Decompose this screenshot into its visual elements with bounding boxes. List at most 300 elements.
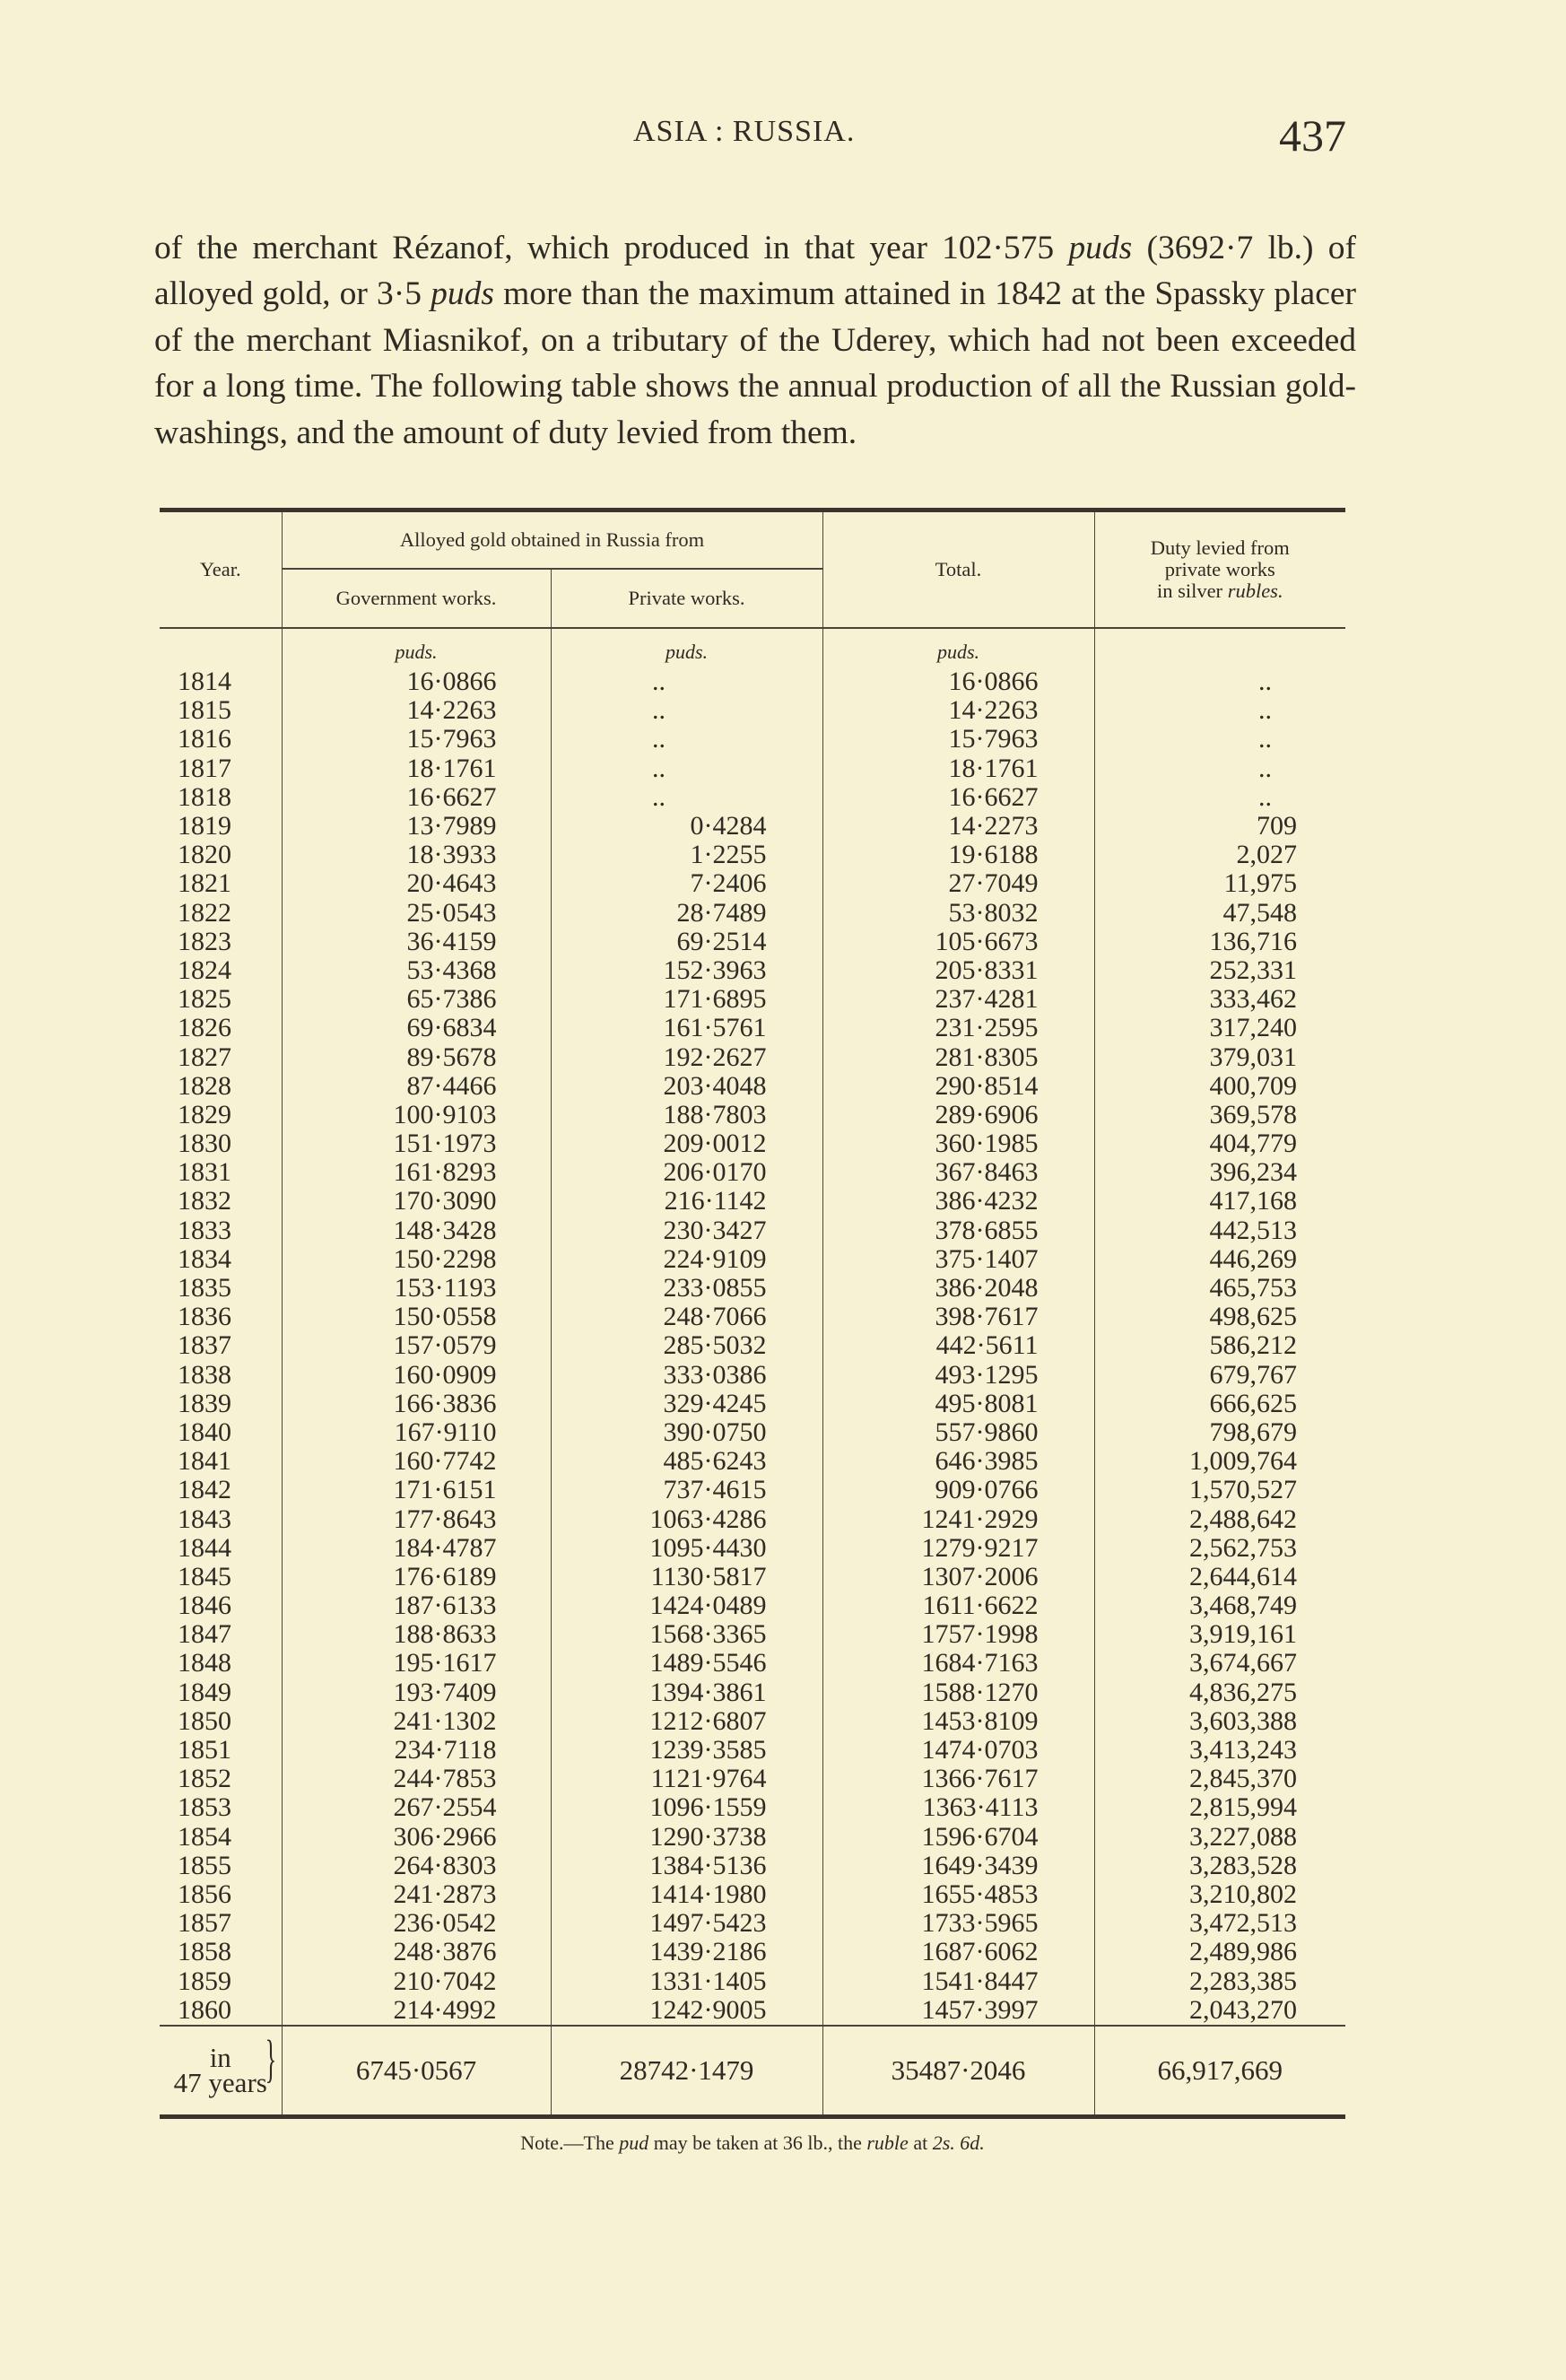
- cell-total: 1241·2929: [822, 1504, 1094, 1533]
- cell-year: 1817: [178, 753, 231, 783]
- table-row: [160, 1996, 1345, 2026]
- cell-total: 289·6906: [822, 1101, 1094, 1129]
- note-italic: ruble: [866, 2131, 909, 2154]
- cell-government: 89·5678: [282, 1042, 551, 1071]
- cell-duty: 3,210,802: [1094, 1880, 1345, 1909]
- cell-duty: 3,603,388: [1094, 1707, 1345, 1736]
- cell-year: 1838: [178, 1359, 231, 1390]
- cell-duty: 1,570,527: [1094, 1476, 1345, 1504]
- cell-private: 1439·2186: [551, 1938, 822, 1966]
- cell-government: 193·7409: [282, 1678, 551, 1707]
- cell-private: 69·2514: [551, 928, 822, 956]
- cell-private: 188·7803: [551, 1101, 822, 1129]
- cell-private: 1063·4286: [551, 1504, 822, 1533]
- table-row: [160, 1274, 1345, 1303]
- cell-duty: 11,975: [1094, 869, 1345, 898]
- running-head-title: ASIA : RUSSIA.: [633, 115, 856, 148]
- cell-private: 203·4048: [551, 1072, 822, 1101]
- cell-total: 16·6627: [822, 783, 1094, 812]
- cell-year: 1820: [178, 840, 231, 870]
- cell-year: 1837: [178, 1330, 231, 1361]
- table-row: [160, 1736, 1345, 1765]
- cell-government: 248·3876: [282, 1938, 551, 1966]
- cell-total: 442·5611: [822, 1331, 1094, 1360]
- cell-total: 18·1761: [822, 754, 1094, 783]
- cell-government: 241·1302: [282, 1707, 551, 1736]
- cell-duty: 442,513: [1094, 1216, 1345, 1245]
- summary-label-line: 47 years: [173, 2066, 267, 2098]
- cell-total: 19·6188: [822, 841, 1094, 869]
- cell-government: 150·0558: [282, 1303, 551, 1331]
- cell-year: 1858: [178, 1937, 231, 1967]
- cell-year: 1818: [178, 781, 231, 812]
- table-bottom-rule: [160, 2114, 1345, 2119]
- cell-total: 27·7049: [822, 869, 1094, 898]
- table-row: [160, 985, 1345, 1014]
- cell-year: 1825: [178, 984, 231, 1015]
- table-row: [160, 956, 1345, 985]
- cell-government: 188·8633: [282, 1620, 551, 1649]
- cell-year: 1831: [178, 1157, 231, 1188]
- cell-total: 386·2048: [822, 1274, 1094, 1303]
- cell-private: 1414·1980: [551, 1880, 822, 1909]
- cell-total: 14·2263: [822, 696, 1094, 725]
- cell-duty: 498,625: [1094, 1303, 1345, 1331]
- table-row: [160, 1563, 1345, 1591]
- cell-year: 1844: [178, 1532, 231, 1563]
- cell-total: 1611·6622: [822, 1591, 1094, 1620]
- cell-private: 1384·5136: [551, 1852, 822, 1880]
- note-text: Note.—The: [520, 2131, 620, 2154]
- cell-total: 1588·1270: [822, 1678, 1094, 1707]
- cell-private: ..: [551, 725, 822, 754]
- cell-total: 495·8081: [822, 1390, 1094, 1418]
- cell-duty: 252,331: [1094, 956, 1345, 985]
- cell-total: 398·7617: [822, 1303, 1094, 1331]
- cell-private: 1331·1405: [551, 1966, 822, 1995]
- cell-year: 1828: [178, 1070, 231, 1101]
- table-row: [160, 1245, 1345, 1274]
- cell-duty: 446,269: [1094, 1245, 1345, 1274]
- table-row: [160, 1938, 1345, 1966]
- cell-year: 1836: [178, 1302, 231, 1332]
- cell-year: 1849: [178, 1677, 231, 1707]
- cell-government: 16·6627: [282, 783, 551, 812]
- summary-row: [160, 2027, 1345, 2114]
- cell-private: 1121·9764: [551, 1765, 822, 1793]
- cell-government: 234·7118: [282, 1736, 551, 1765]
- table-row: [160, 1014, 1345, 1042]
- unit-government: puds.: [282, 629, 551, 667]
- cell-duty: 2,562,753: [1094, 1534, 1345, 1563]
- cell-duty: 798,679: [1094, 1418, 1345, 1447]
- header-private-works: Private works.: [551, 569, 822, 628]
- cell-duty: 709: [1094, 812, 1345, 841]
- cell-duty: 3,413,243: [1094, 1736, 1345, 1765]
- cell-government: 148·3428: [282, 1216, 551, 1245]
- cell-private: ..: [551, 783, 822, 812]
- cell-year: 1829: [178, 1099, 231, 1129]
- cell-total: 386·4232: [822, 1187, 1094, 1216]
- cell-total: 15·7963: [822, 725, 1094, 754]
- table-row: [160, 696, 1345, 725]
- cell-duty: 3,919,161: [1094, 1620, 1345, 1649]
- cell-government: 18·1761: [282, 754, 551, 783]
- page-number: 437: [1279, 110, 1346, 161]
- cell-government: 65·7386: [282, 985, 551, 1014]
- cell-year: 1846: [178, 1591, 231, 1621]
- cell-total: 1733·5965: [822, 1909, 1094, 1938]
- cell-private: 233·0855: [551, 1274, 822, 1303]
- cell-total: 1279·9217: [822, 1534, 1094, 1563]
- cell-duty: 2,043,270: [1094, 1996, 1345, 2026]
- cell-private: 7·2406: [551, 869, 822, 898]
- cell-year: 1845: [178, 1561, 231, 1591]
- table-row: [160, 1765, 1345, 1793]
- cell-duty: 1,009,764: [1094, 1447, 1345, 1476]
- cell-private: 248·7066: [551, 1303, 822, 1331]
- cell-government: 214·4992: [282, 1996, 551, 2026]
- cell-private: 1568·3365: [551, 1620, 822, 1649]
- header-duty-line: private works: [1164, 558, 1275, 580]
- table-body: [160, 667, 1345, 2026]
- cell-private: 1239·3585: [551, 1736, 822, 1765]
- table-row: [160, 1823, 1345, 1852]
- table-row: [160, 1909, 1345, 1938]
- cell-year: 1855: [178, 1850, 231, 1880]
- table-row: [160, 812, 1345, 841]
- cell-total: 378·6855: [822, 1216, 1094, 1245]
- cell-duty: 2,283,385: [1094, 1966, 1345, 1995]
- cell-government: 15·7963: [282, 725, 551, 754]
- cell-duty: ..: [1094, 725, 1345, 754]
- table-row: [160, 1793, 1345, 1822]
- cell-total: 14·2273: [822, 812, 1094, 841]
- cell-total: 16·0866: [822, 667, 1094, 696]
- cell-duty: 400,709: [1094, 1072, 1345, 1101]
- cell-year: 1841: [178, 1446, 231, 1477]
- table-row: [160, 841, 1345, 869]
- table-row: [160, 1072, 1345, 1101]
- cell-government: 87·4466: [282, 1072, 551, 1101]
- table-row: [160, 754, 1345, 783]
- cell-government: 150·2298: [282, 1245, 551, 1274]
- table-row: [160, 667, 1345, 696]
- note-text: at: [908, 2131, 933, 2154]
- header-total: Total.: [822, 512, 1094, 628]
- table-row: [160, 1187, 1345, 1216]
- gold-production-table-block: [160, 508, 1345, 2155]
- cell-duty: ..: [1094, 783, 1345, 812]
- cell-private: 329·4245: [551, 1390, 822, 1418]
- cell-private: 737·4615: [551, 1476, 822, 1504]
- table-row: [160, 725, 1345, 754]
- cell-private: 1394·3861: [551, 1678, 822, 1707]
- table-row: [160, 1707, 1345, 1736]
- cell-duty: 2,488,642: [1094, 1504, 1345, 1533]
- body-paragraph: [154, 225, 1356, 457]
- cell-year: 1835: [178, 1273, 231, 1303]
- cell-year: 1850: [178, 1705, 231, 1736]
- cell-government: 100·9103: [282, 1101, 551, 1129]
- cell-year: 1822: [178, 897, 231, 928]
- cell-private: 152·3963: [551, 956, 822, 985]
- cell-year: 1852: [178, 1764, 231, 1794]
- cell-year: 1839: [178, 1388, 231, 1418]
- cell-private: 285·5032: [551, 1331, 822, 1360]
- cell-total: 1687·6062: [822, 1938, 1094, 1966]
- cell-government: 160·0909: [282, 1361, 551, 1390]
- cell-government: 16·0866: [282, 667, 551, 696]
- table-row: [160, 1880, 1345, 1909]
- cell-year: 1859: [178, 1966, 231, 1996]
- cell-total: 909·0766: [822, 1476, 1094, 1504]
- header-duty-line: Duty levied from: [1150, 536, 1290, 559]
- table-row: [160, 1678, 1345, 1707]
- cell-duty: ..: [1094, 754, 1345, 783]
- cell-government: 170·3090: [282, 1187, 551, 1216]
- cell-duty: 2,027: [1094, 841, 1345, 869]
- cell-year: 1830: [178, 1129, 231, 1159]
- table-row: [160, 1476, 1345, 1504]
- cell-total: 1655·4853: [822, 1880, 1094, 1909]
- cell-duty: 3,674,667: [1094, 1649, 1345, 1678]
- cell-government: 177·8643: [282, 1504, 551, 1533]
- cell-total: 375·1407: [822, 1245, 1094, 1274]
- cell-total: 290·8514: [822, 1072, 1094, 1101]
- cell-private: 224·9109: [551, 1245, 822, 1274]
- cell-government: 69·6834: [282, 1014, 551, 1042]
- cell-year: 1854: [178, 1821, 231, 1852]
- summary-label: [160, 2027, 282, 2114]
- table-row: [160, 1966, 1345, 1995]
- summary-government: 6745·0567: [282, 2027, 551, 2114]
- cell-duty: 333,462: [1094, 985, 1345, 1014]
- cell-government: 171·6151: [282, 1476, 551, 1504]
- cell-year: 1824: [178, 955, 231, 985]
- cell-total: 557·9860: [822, 1418, 1094, 1447]
- cell-private: 216·1142: [551, 1187, 822, 1216]
- cell-duty: ..: [1094, 696, 1345, 725]
- cell-private: 1095·4430: [551, 1534, 822, 1563]
- cell-private: 206·0170: [551, 1158, 822, 1187]
- cell-government: 36·4159: [282, 928, 551, 956]
- cell-private: 485·6243: [551, 1447, 822, 1476]
- cell-total: 1453·8109: [822, 1707, 1094, 1736]
- cell-private: 333·0386: [551, 1361, 822, 1390]
- cell-total: 281·8305: [822, 1042, 1094, 1071]
- table-row: [160, 1331, 1345, 1360]
- cell-year: 1843: [178, 1504, 231, 1534]
- cell-private: 28·7489: [551, 899, 822, 928]
- cell-duty: 317,240: [1094, 1014, 1345, 1042]
- table-row: [160, 1158, 1345, 1187]
- cell-year: 1819: [178, 811, 231, 841]
- cell-year: 1815: [178, 695, 231, 726]
- cell-government: 157·0579: [282, 1331, 551, 1360]
- unit-total: puds.: [822, 629, 1094, 667]
- cell-duty: 396,234: [1094, 1158, 1345, 1187]
- cell-duty: ..: [1094, 667, 1345, 696]
- paragraph-text: (3692·7 lb.) of alloyed gold, or 3·5: [154, 229, 1356, 313]
- summary-duty: 66,917,669: [1094, 2027, 1345, 2114]
- cell-private: 171·6895: [551, 985, 822, 1014]
- header-duty-text: in silver: [1156, 580, 1228, 602]
- cell-total: 53·8032: [822, 899, 1094, 928]
- cell-private: 1·2255: [551, 841, 822, 869]
- cell-duty: 47,548: [1094, 899, 1345, 928]
- cell-year: 1840: [178, 1417, 231, 1447]
- cell-year: 1847: [178, 1619, 231, 1650]
- header-duty: [1094, 512, 1345, 628]
- cell-private: 209·0012: [551, 1129, 822, 1158]
- cell-total: 1366·7617: [822, 1765, 1094, 1793]
- cell-government: 14·2263: [282, 696, 551, 725]
- cell-government: 176·6189: [282, 1563, 551, 1591]
- cell-total: 237·4281: [822, 985, 1094, 1014]
- cell-private: 1130·5817: [551, 1563, 822, 1591]
- table-row: [160, 1418, 1345, 1447]
- cell-private: 1424·0489: [551, 1591, 822, 1620]
- cell-duty: 2,644,614: [1094, 1563, 1345, 1591]
- cell-government: 25·0543: [282, 899, 551, 928]
- cell-government: 267·2554: [282, 1793, 551, 1822]
- cell-year: 1834: [178, 1243, 231, 1274]
- cell-private: 161·5761: [551, 1014, 822, 1042]
- cell-total: 1457·3997: [822, 1996, 1094, 2026]
- cell-government: 20·4643: [282, 869, 551, 898]
- header-year: Year.: [199, 558, 241, 580]
- cell-year: 1842: [178, 1475, 231, 1505]
- cell-private: ..: [551, 667, 822, 696]
- cell-duty: 2,815,994: [1094, 1793, 1345, 1822]
- cell-government: 210·7042: [282, 1966, 551, 1995]
- header-group-alloyed-gold: Alloyed gold obtained in Russia from: [282, 512, 822, 569]
- cell-duty: 679,767: [1094, 1361, 1345, 1390]
- cell-private: ..: [551, 754, 822, 783]
- table-row: [160, 1534, 1345, 1563]
- cell-government: 236·0542: [282, 1909, 551, 1938]
- summary-label-line: in: [209, 2041, 231, 2073]
- cell-duty: 369,578: [1094, 1101, 1345, 1129]
- cell-duty: 3,472,513: [1094, 1909, 1345, 1938]
- cell-duty: 2,845,370: [1094, 1765, 1345, 1793]
- table-row: [160, 1361, 1345, 1390]
- cell-private: 1290·3738: [551, 1823, 822, 1852]
- brace-icon: }: [265, 2028, 276, 2088]
- cell-year: 1823: [178, 926, 231, 956]
- header-duty-italic: rubles.: [1227, 580, 1283, 602]
- cell-duty: 136,716: [1094, 928, 1345, 956]
- header-government-works: Government works.: [282, 569, 551, 628]
- cell-year: 1816: [178, 724, 231, 754]
- cell-government: 187·6133: [282, 1591, 551, 1620]
- cell-duty: 4,836,275: [1094, 1678, 1345, 1707]
- cell-government: 167·9110: [282, 1418, 551, 1447]
- cell-total: 646·3985: [822, 1447, 1094, 1476]
- cell-duty: 3,468,749: [1094, 1591, 1345, 1620]
- table-row: [160, 1042, 1345, 1071]
- table-row: [160, 1504, 1345, 1533]
- cell-government: 166·3836: [282, 1390, 551, 1418]
- gold-production-table: [160, 512, 1345, 2114]
- table-row: [160, 1303, 1345, 1331]
- cell-year: 1832: [178, 1186, 231, 1216]
- cell-government: 264·8303: [282, 1852, 551, 1880]
- summary-private: 28742·1479: [551, 2027, 822, 2114]
- cell-total: 1649·3439: [822, 1852, 1094, 1880]
- cell-duty: 465,753: [1094, 1274, 1345, 1303]
- cell-private: 230·3427: [551, 1216, 822, 1245]
- cell-total: 1474·0703: [822, 1736, 1094, 1765]
- running-head: [0, 110, 1566, 161]
- cell-year: 1853: [178, 1792, 231, 1823]
- cell-year: 1814: [178, 667, 231, 697]
- cell-year: 1833: [178, 1215, 231, 1245]
- cell-government: 241·2873: [282, 1880, 551, 1909]
- cell-government: 153·1193: [282, 1274, 551, 1303]
- cell-government: 244·7853: [282, 1765, 551, 1793]
- cell-duty: 417,168: [1094, 1187, 1345, 1216]
- cell-private: ..: [551, 696, 822, 725]
- table-row: [160, 899, 1345, 928]
- header-duty-line: [1095, 580, 1346, 602]
- cell-government: 195·1617: [282, 1649, 551, 1678]
- cell-total: 231·2595: [822, 1014, 1094, 1042]
- note-text: may be taken at 36 lb., the: [648, 2131, 867, 2154]
- cell-private: 1242·9005: [551, 1996, 822, 2026]
- cell-private: 1096·1559: [551, 1793, 822, 1822]
- cell-government: 184·4787: [282, 1534, 551, 1563]
- cell-total: 105·6673: [822, 928, 1094, 956]
- cell-total: 1757·1998: [822, 1620, 1094, 1649]
- cell-total: 1596·6704: [822, 1823, 1094, 1852]
- table-row: [160, 1129, 1345, 1158]
- cell-duty: 666,625: [1094, 1390, 1345, 1418]
- cell-total: 1541·8447: [822, 1966, 1094, 1995]
- cell-year: 1848: [178, 1648, 231, 1678]
- paragraph-text: of the merchant Rézanof, which produced in that year 102·575: [154, 229, 1069, 266]
- cell-government: 160·7742: [282, 1447, 551, 1476]
- cell-duty: 2,489,986: [1094, 1938, 1345, 1966]
- table-row: [160, 1216, 1345, 1245]
- cell-duty: 404,779: [1094, 1129, 1345, 1158]
- cell-total: 1684·7163: [822, 1649, 1094, 1678]
- table-row: [160, 869, 1345, 898]
- cell-year: 1827: [178, 1042, 231, 1072]
- table-note: [160, 2132, 1345, 2155]
- paragraph-italic: puds: [431, 275, 494, 313]
- cell-private: 390·0750: [551, 1418, 822, 1447]
- cell-year: 1851: [178, 1735, 231, 1765]
- table-row: [160, 1852, 1345, 1880]
- unit-private: puds.: [551, 629, 822, 667]
- table-row: [160, 1591, 1345, 1620]
- note-italic: 2s. 6d.: [932, 2131, 985, 2154]
- cell-total: 493·1295: [822, 1361, 1094, 1390]
- cell-year: 1860: [178, 1994, 231, 2025]
- cell-government: 53·4368: [282, 956, 551, 985]
- cell-private: 1489·5546: [551, 1649, 822, 1678]
- cell-year: 1826: [178, 1013, 231, 1043]
- cell-government: 151·1973: [282, 1129, 551, 1158]
- cell-total: 1307·2006: [822, 1563, 1094, 1591]
- cell-year: 1821: [178, 868, 231, 899]
- table-row: [160, 928, 1345, 956]
- cell-government: 306·2966: [282, 1823, 551, 1852]
- cell-private: 0·4284: [551, 812, 822, 841]
- table-row: [160, 1390, 1345, 1418]
